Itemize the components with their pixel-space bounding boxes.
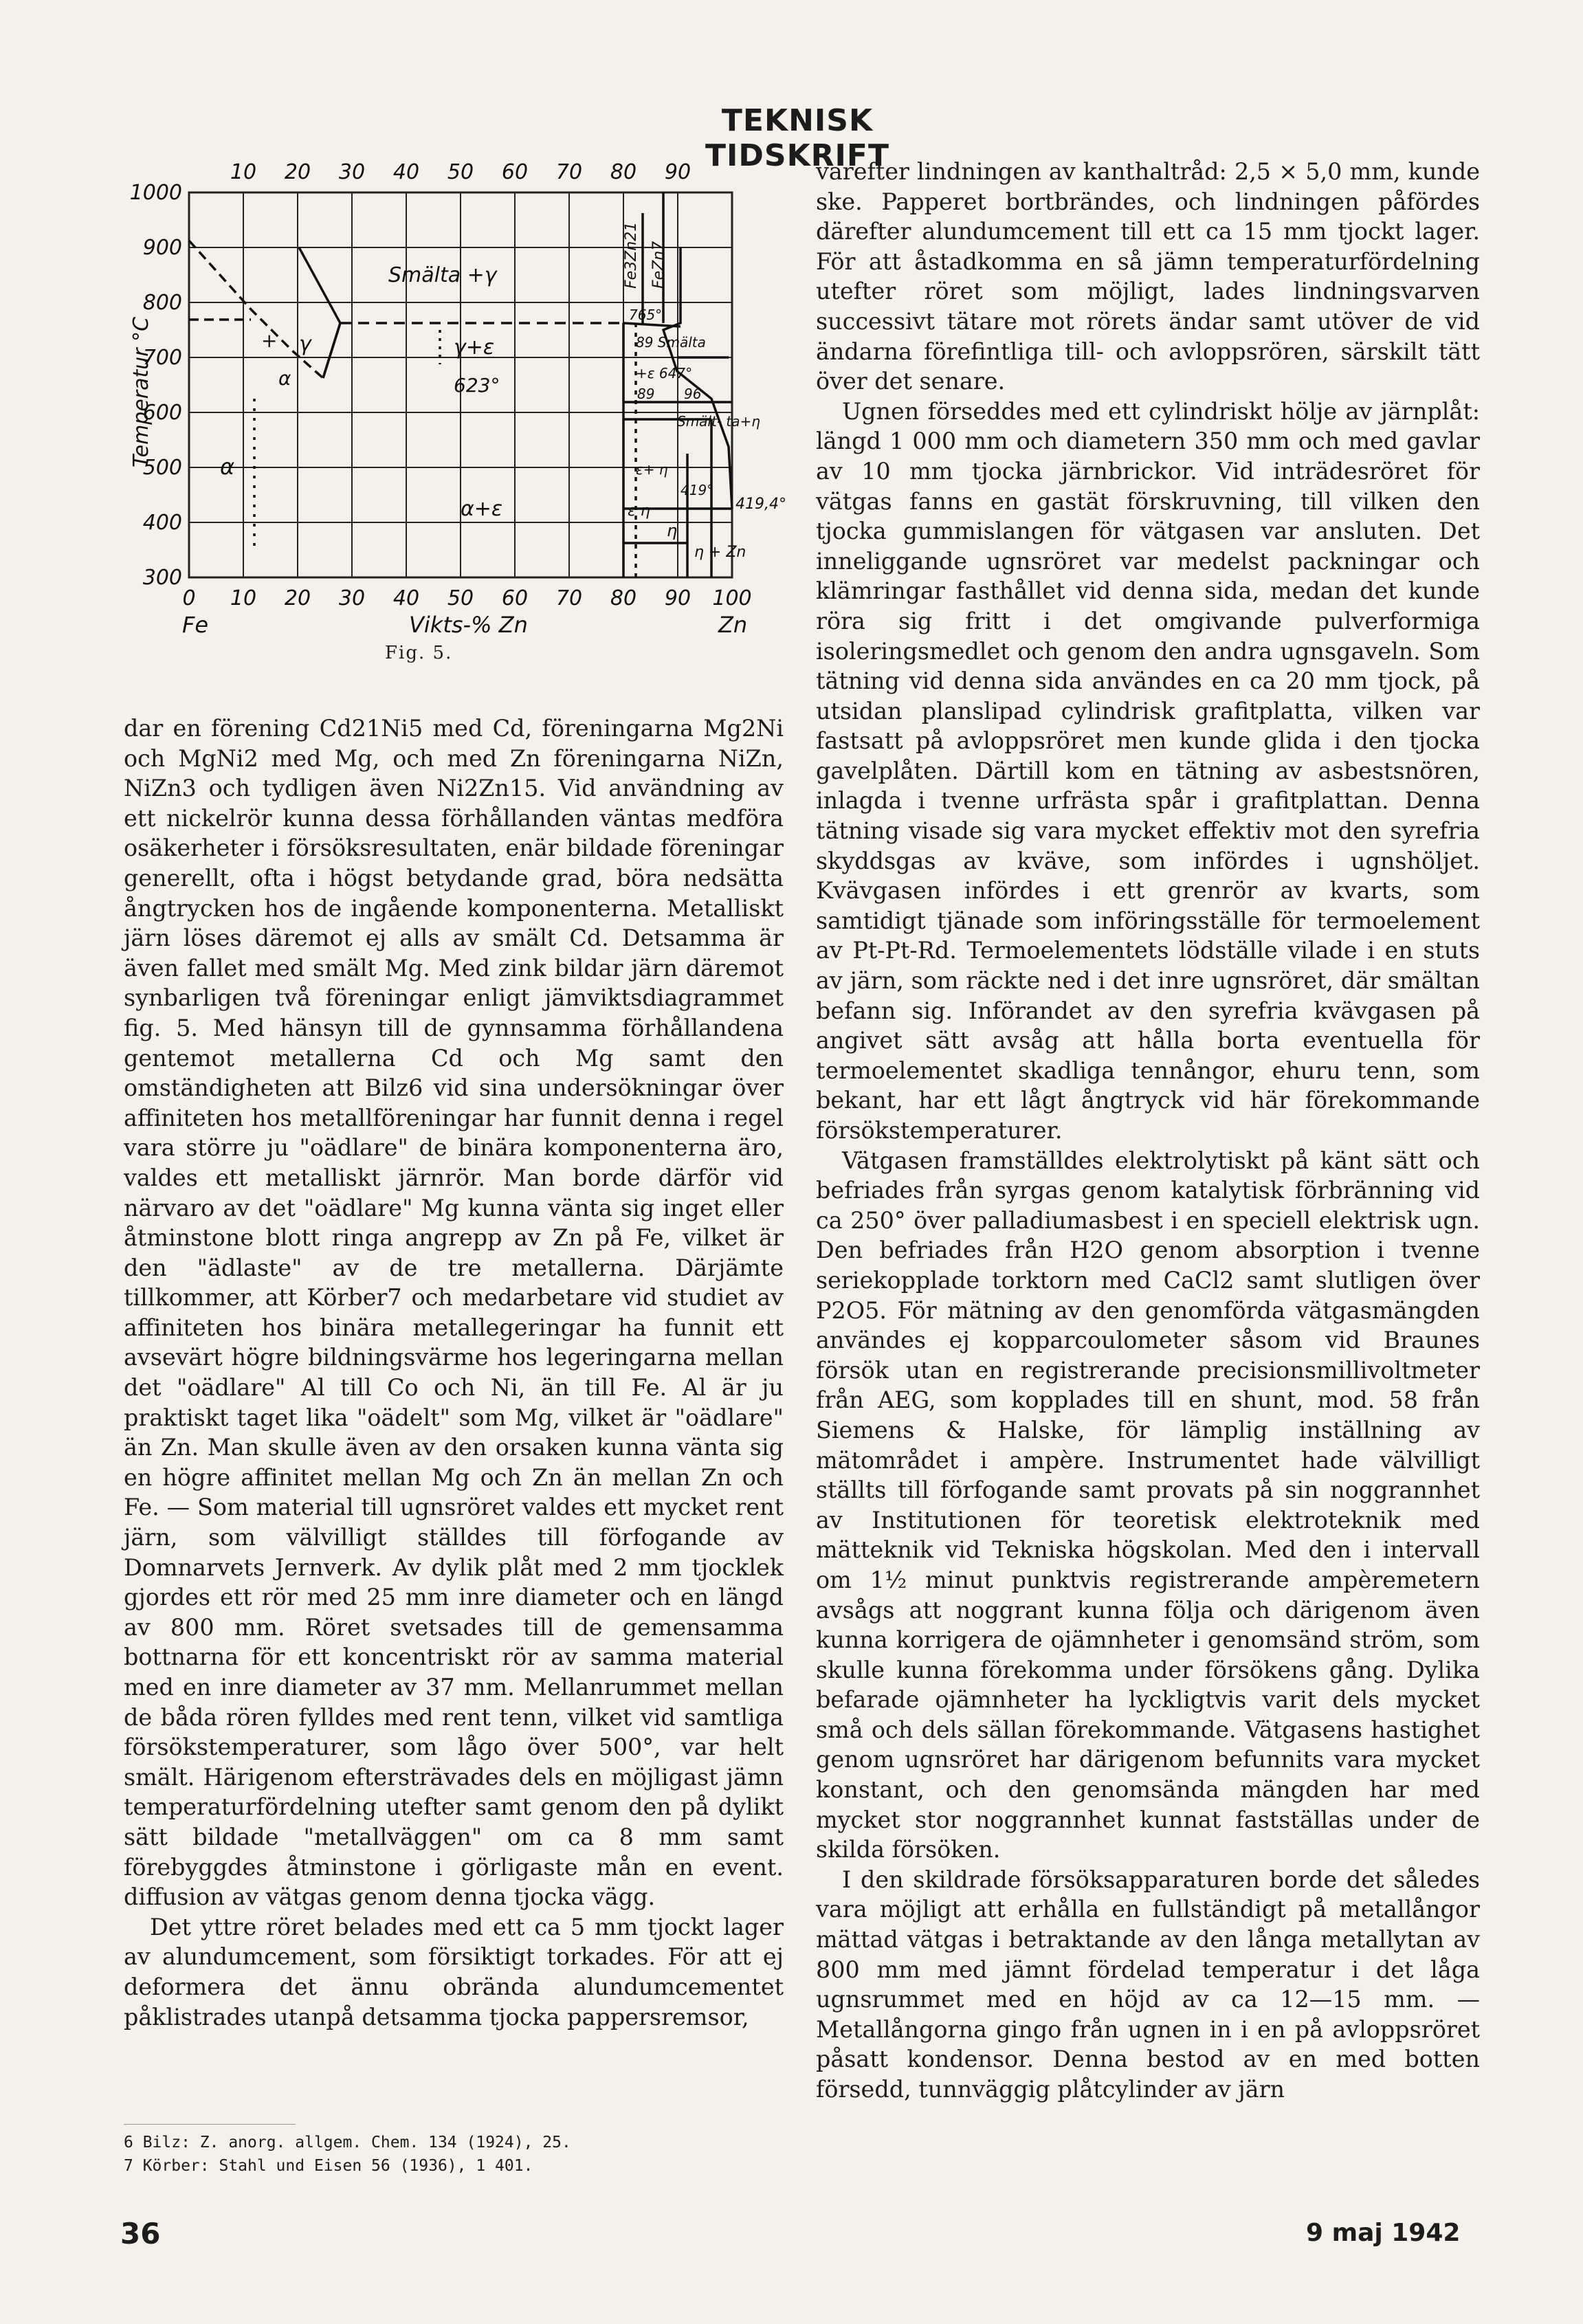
x-left-label-fe: Fe <box>182 612 209 638</box>
label-alpha: α <box>220 454 235 480</box>
label-96: 96 <box>684 386 702 402</box>
label-89-smalta: 89 Smälta <box>636 334 706 351</box>
footnotes <box>124 2131 784 2178</box>
x-bottom-tick: 70 <box>555 586 583 610</box>
label-alpha-small: α <box>278 367 291 390</box>
footnote-rule <box>124 2124 296 2125</box>
footnote: 6 Bilz: Z. anorg. allgem. Chem. 134 (1924), 25. <box>124 2134 571 2151</box>
paragraph: I den skildrade försöksapparaturen borde det således vara möjligt att erhålla en fullständigt på metallångor mättad vätgas i betraktande av den långa metallytan av 800 mm med jämnt fördelad temperatur i det låga ugnsrummet med en höjd av ca 12—15 mm. — Metallångorna gingo från ugnen in i en på avloppsröret påsatt kondensor. Denna bestod av en med botten försedd, tunnväggig plåtcylinder av järn <box>816 1866 1480 2103</box>
label-eps-eta-2: ε η <box>628 502 650 520</box>
x-bottom-tick: 10 <box>230 586 257 610</box>
right-column <box>816 157 1480 2105</box>
paragraph: Ugnen försеddes med ett cylindriskt hölje av järnplåt: längd 1 000 mm och diametern 350 mm och med gavlar av 10 mm tjocka järnbrickor. Vid inträdesröret för vätgas fanns en gastät förskruvning, till vilken den tjocka gummislangen för vätgasen var ansluten. Det inneliggande ugnsröret var medelst packningar och klämringar fasthållet vid denna sida, medan det kunde röra sig fritt i det omgivande pulverformiga isoleringsmedlet och genom den andra ugnsgaveln. Som tätning vid denna sida användes en ca 20 mm tjock, på utsidan planslipad cylindrisk grafitplatta, vilken var fastsatt på avloppsröret men kunde glida i den tjocka gavelplåten. Därtill kom en tätning av asbestsnören, inlagda i tvenne urfrästa spår i grafitplattan. Denna tätning visade sig vara mycket effektiv mot den syrefria skyddsgas av kväve, som infördes i ugnshöljet. Kvävgasen infördes i ett grenrör av kvarts, som samtidigt tjänade som införingsställe för termoelement av Pt-Pt-Rd. Termoelementets lödställe vilade i en stuts av järn, som räckte ned i det inre ugnsröret, där smältan befann sig. Införandet av den syrefria kvävgasen på angivet sätt avsåg att hålla borta eventuella för termoelementet skadliga tennångor, ehuru tenn, som bekant, har ett lågt ångtryck vid här förekommande försökstemperaturer. <box>816 397 1480 1144</box>
page-number: 36 <box>120 2217 161 2250</box>
x-top-tick: 70 <box>555 160 583 184</box>
journal-masthead: TEKNISK TIDSKRIFT <box>705 103 889 173</box>
label-eta-zn: η + Zn <box>694 544 746 561</box>
y-tick-500: 500 <box>142 456 182 480</box>
x-top-tick: 20 <box>284 160 311 184</box>
x-bottom-tick: 20 <box>284 586 311 610</box>
x-bottom-tick: 80 <box>610 586 637 610</box>
paragraph: Vätgasen framställdes elektrolytiskt på känt sätt och befriades från syrgas genom katalytisk förbränning vid ca 250° över palladiumasbest i en speciell elektrisk ugn. Den befriades från H2O genom absorption i tvenne seriekopplade torktorn med CaCl2 samt slutligen över P2O5. För mätning av den genomförda vätgasmängden användes ej kopparcoulometer såsom vid Braunes försök utan en registrerande precisionsmillivoltmeter från AEG, som kopplades till en shunt, mod. 58 från Siemens & Halske, för lämplig inställning av mätområdet i ampère. Instrumentet hade välvilligt ställts till förfogande samt provats på sin noggrannhet av Institutionen för teoretisk elektroteknik med mätteknik vid Tekniska högskolan. Med den i intervall om 1½ minut punktvis registrerande ampèremetern avsågs att noggrant kunna följa och därigenom även kunna korrigera de ojämnheter i genomsänd ström, som skulle kunna förekomma under försökens gång. Dylika befarade ojämnheter ha lyckligtvis varit dels mycket små och dels sällan förekommande. Vätgasens hastighet genom ugnsröret har därigenom befunnits vara mycket konstant, och den genomsända mängden har med mycket stor noggrannhet kunnat fastställas under de skilda försöken. <box>816 1147 1480 1863</box>
x-bottom-tick: 0 <box>182 586 196 610</box>
x-bottom-tick: 60 <box>501 586 529 610</box>
label-765: 765° <box>629 307 663 323</box>
label-fe3zn21: Fe3Zn21 <box>623 221 640 289</box>
figure-caption: Fig. 5. <box>385 643 453 663</box>
x-bottom-tick: 100 <box>712 586 752 610</box>
y-tick-300: 300 <box>142 566 182 590</box>
label-gamma-eps: γ+ε <box>454 335 495 359</box>
label-eta: η <box>667 521 678 540</box>
label-eps-647: +ε 647° <box>636 365 693 381</box>
x-top-tick: 90 <box>664 160 691 184</box>
label-fezn7: FeZn7 <box>650 241 667 289</box>
fe-zn-phase-diagram <box>113 151 801 660</box>
label-gamma-plus: + <box>261 329 278 352</box>
label-419: 419° <box>680 482 714 498</box>
x-bottom-tick: 30 <box>338 586 366 610</box>
y-axis-label: Temperatur °C <box>129 316 153 467</box>
y-tick-700: 700 <box>142 346 182 370</box>
left-column <box>124 713 784 2032</box>
x-top-tick: 60 <box>501 160 529 184</box>
label-89: 89 <box>637 386 655 402</box>
paragraph: Det yttre röret belades med ett ca 5 mm tjockt lager av alundumcement, som försiktigt torkades. För att ej deformera det ännu obrända alundumcementet påklistrades utanpå detsamma tjocka pappersremsor, <box>124 1913 784 2030</box>
y-tick-400: 400 <box>142 511 182 535</box>
y-tick-800: 800 <box>142 291 182 315</box>
phase-diagram-figure <box>113 151 801 660</box>
label-gamma: γ <box>299 332 311 356</box>
y-tick-900: 900 <box>142 236 182 260</box>
label-smalta-gamma: Smälta +γ <box>388 263 497 287</box>
x-bottom-tick: 90 <box>664 586 691 610</box>
label-eps-eta: ε+ η <box>636 461 668 478</box>
y-tick-1000: 1000 <box>129 181 182 205</box>
label-623: 623° <box>454 374 500 397</box>
paragraph: varefter lindningen av kanthaltråd: 2,5 × 5,0 mm, kunde ske. Papperet bortbrändes, och lindningen påfördes därefter alundumcement till ett ca 15 mm tjockt lager. För att åstadkomma en så jämn temperaturfördelning utefter röret som möjligt, lades lindningsvarven successivt tätare mot rörets ändar samt utöver de vid ändarna förefintliga till- och avloppsrören, särskilt tätt över det senare. <box>816 158 1480 395</box>
paragraph: dar en förening Cd21Ni5 med Cd, föreningarna Mg2Ni och MgNi2 med Mg, och med Zn föreningarna NiZn, NiZn3 och tydligen även Ni2Zn15. Vid användning av ett nickelrör kunna dessa förhållanden väntas medföra osäkerheter i försöksresultaten, enär bildade föreningar generellt, ofta i högst betydande grad, böra nedsätta ångtrycken hos de ingående komponenterna. Metalliskt järn löses däremot ej alls av smält Cd. Detsamma är även fallet med smält Mg. Med zink bildar järn däremot synbarligen två föreningar enligt jämviktsdiagrammet fig. 5. Med hänsyn till de gynnsamma förhållandena gentemot metallerna Cd och Mg samt den omständigheten att Bilz6 vid sina undersökningar över affiniteten hos metallföreningar har funnit denna i regel vara större ju "oädlare" de binära komponenterna äro, valdes ett metalliskt järnrör. Man borde därför vid närvaro av det "oädlare" Mg kunna vänta sig inget eller åtminstone blott ringa angrepp av Zn på Fe, vilket är den "ädlaste" av de tre metallerna. Därjämte tillkommer, att Körber7 och medarbetare vid studiet av affiniteten hos binära metallegeringar ha funnit ett avsevärt högre bildningsvärme hos legeringarna mellan det "oädlare" Al till Co och Ni, än till Fe. Al är ju praktiskt taget lika "oädelt" som Mg, vilket är "oädlare" än Zn. Man skulle även av den orsaken kunna vänta sig en högre affinitet mellan Mg och Zn än mellan Zn och Fe. — Som material till ugnsröret valdes ett mycket rent järn, som välvilligt ställdes till förfogande av Domnarvets Jernverk. Av dylik plåt med 2 mm tjocklek gjordes ett rör med 25 mm inre diameter och en längd av 800 mm. Röret svetsades till de gemensamma bottnarna för ett koncentriskt rör av samma material med en inre diameter av 37 mm. Mellanrummet mellan de båda rören fylldes med rent tenn, vilket vid samtliga försökstemperaturer, som lågo över 500°, var helt smält. Härigenom eftersträvades dels en möjligast jämn temperaturfördelning utefter samt genom den på dylikt sätt bildade "metallväggen" om ca 8 mm samt förebyggdes åtminstone i görligaste mån en event. diffusion av vätgas genom denna tjocka vägg. <box>124 715 784 1911</box>
x-bottom-tick: 40 <box>392 586 420 610</box>
label-alpha-eps: α+ε <box>461 497 503 521</box>
x-top-tick: 80 <box>610 160 637 184</box>
x-top-tick: 50 <box>447 160 474 184</box>
issue-date: 9 maj 1942 <box>1306 2219 1461 2247</box>
label-smalta-eta: Smält- ta+η <box>677 413 760 430</box>
y-tick-600: 600 <box>142 401 182 425</box>
x-top-tick: 10 <box>230 160 257 184</box>
x-top-tick: 30 <box>338 160 366 184</box>
x-right-label-zn: Zn <box>718 612 748 638</box>
x-axis-label: Vikts-% Zn <box>409 612 528 638</box>
footnote: 7 Körber: Stahl und Eisen 56 (1936), 1 401. <box>124 2157 533 2175</box>
label-419-4: 419,4° <box>735 496 786 513</box>
x-top-tick: 40 <box>392 160 420 184</box>
x-bottom-tick: 50 <box>447 586 474 610</box>
